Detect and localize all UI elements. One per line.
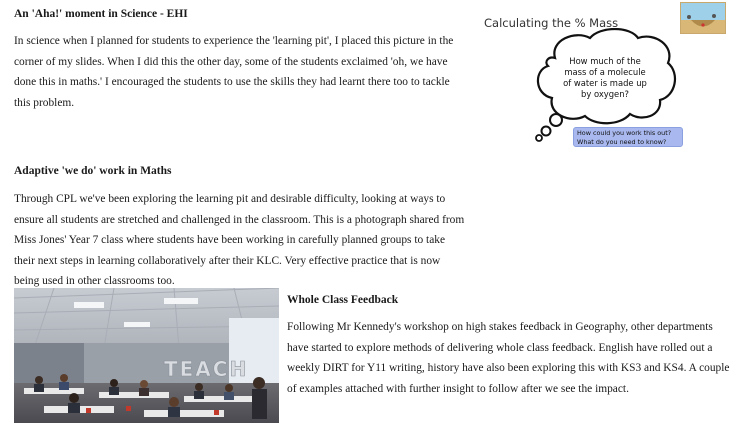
slide-title: Calculating the % Mass [484, 16, 619, 30]
prompt-line-1: How could you work this out? [577, 129, 672, 137]
prompt-line-2: What do you need to know? [577, 138, 667, 146]
thought-bubble-text: How much of the mass of a molecule of water is made up by oxygen? [563, 56, 647, 99]
science-paragraph: In science when I planned for students to experience the 'learning pit', I placed this picture in the corner of my slides. When I did this the other day, some of the students exclaimed 'oh, we have done this in maths.' I encouraged the students to use the skills they had learnt there too to tackle this problem. [14, 35, 454, 109]
prompt-box [573, 127, 683, 147]
feedback-paragraph: Following Mr Kennedy's workshop on high stakes feedback in Geography, other departments have started to explore methods of delivering whole class feedback. English have rolled out a weekly DIRT for Y11 writing, history have also been exploring this with KS3 and KS4. A couple of examples attached with further insight to follow after we see the impact. [287, 321, 730, 395]
classroom-photo [14, 288, 279, 423]
science-heading: An 'Aha!' moment in Science - EHI [14, 8, 188, 20]
maths-paragraph: Through CPL we've been exploring the learning pit and desirable difficulty, looking at ways to ensure all students are stretched and challenged in the classroom. This is a photograph shared from Miss Jones' Year 7 class where students have been working in carefully planned groups to take their next steps in learning collaboratively after their KLC. Very effective practice that is now being used in other classrooms too. [14, 193, 465, 287]
maths-heading: Adaptive 'we do' work in Maths [14, 165, 172, 177]
wall-lettering: TEACH [164, 357, 249, 381]
feedback-heading: Whole Class Feedback [287, 294, 399, 306]
learning-pit-thumbnail [680, 2, 726, 34]
